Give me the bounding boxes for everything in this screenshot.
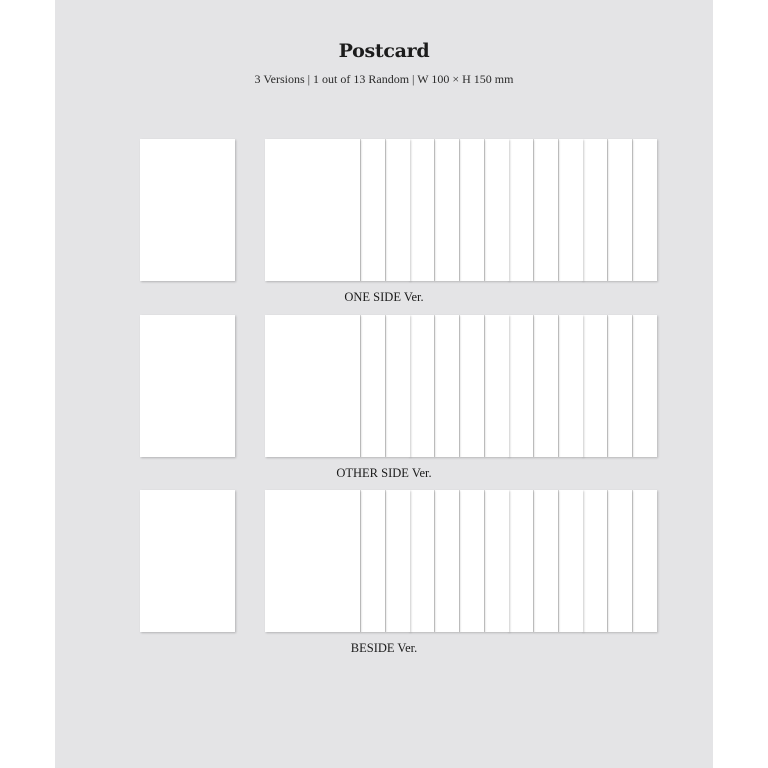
postcard-stack-front [265, 315, 360, 457]
postcard-stack-slat [533, 490, 558, 632]
postcard-stack-slat [409, 315, 434, 457]
postcard-stack-slat [360, 490, 385, 632]
postcard-stack-slat [409, 490, 434, 632]
version-row-beside [0, 490, 768, 660]
postcard-stack-slat [385, 315, 410, 457]
postcard-stack-slat [558, 139, 583, 281]
postcard-stack-slat [632, 139, 657, 281]
postcard-stack-slat [508, 490, 533, 632]
postcard-stack-slat [533, 139, 558, 281]
postcard-stack-slat [459, 315, 484, 457]
postcard-stack-slat [434, 139, 459, 281]
postcard-stack-front [265, 490, 360, 632]
postcard-stack-slat [558, 315, 583, 457]
postcard-stack-slat [434, 490, 459, 632]
postcard-stack-slat [459, 139, 484, 281]
version-row-other-side [0, 315, 768, 485]
postcard-stack-slat [607, 490, 632, 632]
postcard-stack-slat [484, 490, 509, 632]
postcard-stack-slat [409, 139, 434, 281]
postcard-stack-slat [434, 315, 459, 457]
postcard-stack-slat [360, 315, 385, 457]
postcard-stack-slat [582, 490, 607, 632]
postcard-stack-slat [632, 490, 657, 632]
postcard-stack-slat [607, 315, 632, 457]
postcard-stack-slat [385, 139, 410, 281]
postcard-stack-slat [533, 315, 558, 457]
postcard-stack-slat [385, 490, 410, 632]
postcard-single [140, 139, 235, 281]
postcard-stack-slat [607, 139, 632, 281]
postcard-stack-slat [360, 139, 385, 281]
postcard-stack-slat [508, 315, 533, 457]
postcard-stack-slat [582, 315, 607, 457]
postcard-single [140, 315, 235, 457]
postcard-stack-slat [484, 315, 509, 457]
postcard-stack-front [265, 139, 360, 281]
postcard-stack-slat [484, 139, 509, 281]
postcard-stack-slat [459, 490, 484, 632]
postcard-stack-slat [582, 139, 607, 281]
version-label: ONE SIDE Ver. [344, 290, 424, 304]
page-subtitle: 3 Versions | 1 out of 13 Random | W 100 × H 150 mm [254, 72, 514, 86]
postcard-stack-slat [558, 490, 583, 632]
page-title: Postcard [338, 40, 430, 62]
postcard-stack-slat [508, 139, 533, 281]
version-label: BESIDE Ver. [350, 641, 418, 655]
version-row-one-side [0, 139, 768, 309]
postcard-single [140, 490, 235, 632]
version-label: OTHER SIDE Ver. [336, 466, 432, 480]
postcard-stack-slat [632, 315, 657, 457]
